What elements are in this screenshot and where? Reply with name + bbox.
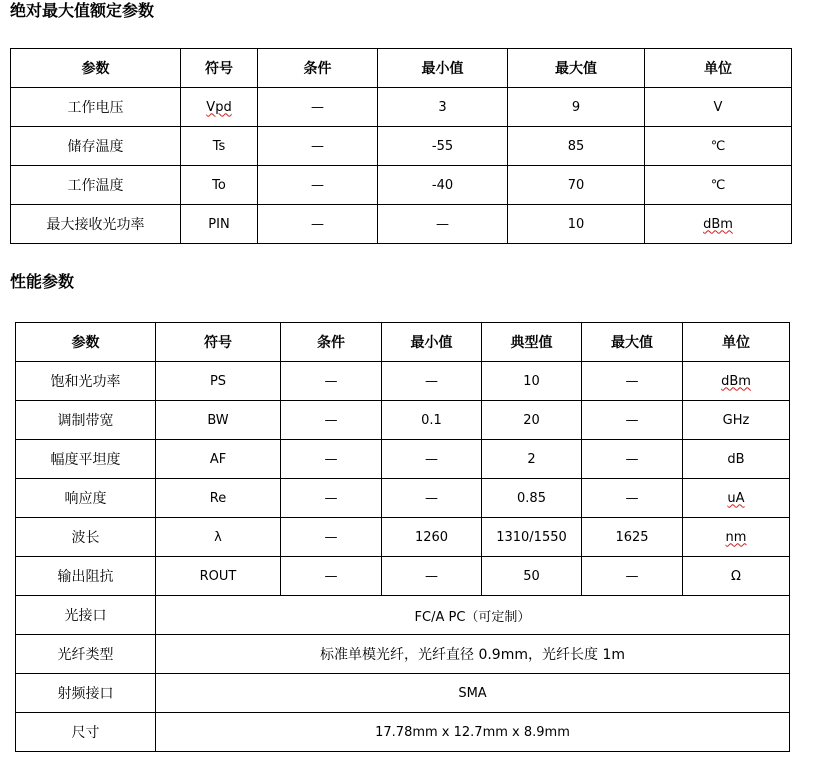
performance-cell-text: 幅度平坦度 <box>50 452 121 468</box>
absolute-max-cell-text: dBm <box>703 216 733 232</box>
performance-cell-text: — <box>625 490 639 506</box>
table-row <box>11 88 792 127</box>
performance-cell <box>482 557 582 596</box>
performance-cell <box>482 440 582 479</box>
performance-cell-text: — <box>324 373 338 389</box>
performance-cell <box>683 479 790 518</box>
performance-cell <box>582 401 683 440</box>
performance-header-cell: 最大值 <box>582 323 683 362</box>
performance-cell-text: ROUT <box>199 568 237 584</box>
performance-cell-text: — <box>425 490 438 506</box>
performance-cell-text: — <box>324 529 338 545</box>
absolute-max-cell-text: 85 <box>567 138 585 154</box>
absolute-max-cell <box>181 127 258 166</box>
absolute-max-cell-text: -55 <box>431 138 454 154</box>
performance-cell <box>582 479 683 518</box>
absolute-max-cell <box>11 127 181 166</box>
absolute-max-table <box>10 48 792 244</box>
performance-cell <box>16 401 156 440</box>
absolute-max-cell <box>508 205 645 244</box>
absolute-max-cell-text: 工作电压 <box>67 100 124 116</box>
absolute-max-cell-text: 最大接收光功率 <box>46 217 145 233</box>
performance-merged-value: 标准单模光纤，光纤直径 0.9mm，光纤长度 1m <box>156 635 790 674</box>
performance-merged-label: 尺寸 <box>16 713 156 752</box>
performance-header-cell: 最小值 <box>382 323 482 362</box>
absolute-max-cell <box>508 166 645 205</box>
absolute-max-cell <box>11 166 181 205</box>
absolute-max-cell-text: 3 <box>438 99 447 115</box>
absolute-max-cell <box>645 88 792 127</box>
table-row <box>16 557 790 596</box>
performance-merged-label: 光纤类型 <box>16 635 156 674</box>
performance-cell-text: — <box>324 490 338 506</box>
performance-cell <box>16 479 156 518</box>
table-row <box>16 713 790 752</box>
absolute-max-cell <box>378 127 508 166</box>
performance-cell <box>281 479 382 518</box>
performance-cell-text: Ω <box>731 568 741 584</box>
performance-cell <box>382 401 482 440</box>
performance-merged-label: 射频接口 <box>16 674 156 713</box>
performance-merged-label: 光接口 <box>16 596 156 635</box>
performance-cell <box>156 401 281 440</box>
performance-cell <box>156 518 281 557</box>
absolute-max-cell <box>378 205 508 244</box>
table-row <box>16 674 790 713</box>
absolute-max-cell <box>508 127 645 166</box>
absolute-max-cell-text: -40 <box>431 177 454 193</box>
table-row <box>16 479 790 518</box>
absolute-max-cell <box>258 88 378 127</box>
performance-cell <box>683 440 790 479</box>
performance-cell <box>382 557 482 596</box>
performance-cell-text: λ <box>214 529 222 545</box>
performance-cell-text: — <box>425 568 438 584</box>
performance-cell <box>582 440 683 479</box>
absolute-max-table-body <box>11 49 792 244</box>
performance-cell-text: — <box>425 373 438 389</box>
absolute-max-header-cell: 最小值 <box>378 49 508 88</box>
absolute-max-cell-text: Ts <box>212 138 226 154</box>
performance-cell-text: 调制带宽 <box>57 413 114 429</box>
performance-cell-text: dB <box>727 451 745 467</box>
table-row <box>16 401 790 440</box>
performance-cell-text: BW <box>207 412 229 428</box>
absolute-max-cell <box>258 166 378 205</box>
absolute-max-cell <box>645 205 792 244</box>
absolute-max-header-cell: 单位 <box>645 49 792 88</box>
absolute-max-cell-text: ℃ <box>710 138 726 154</box>
table-row <box>16 635 790 674</box>
performance-cell-text: 1310/1550 <box>496 529 567 545</box>
absolute-max-cell <box>11 205 181 244</box>
performance-cell <box>281 518 382 557</box>
performance-cell-text: 波长 <box>71 530 100 546</box>
absolute-max-cell-text: ℃ <box>710 177 726 193</box>
absolute-max-cell <box>11 88 181 127</box>
performance-cell-text: 1260 <box>414 529 449 545</box>
absolute-max-cell <box>258 127 378 166</box>
table-row <box>11 127 792 166</box>
table-row <box>16 518 790 557</box>
performance-cell <box>281 401 382 440</box>
absolute-max-cell <box>508 88 645 127</box>
performance-table-body <box>16 323 790 752</box>
absolute-max-cell <box>181 205 258 244</box>
absolute-max-cell-text: — <box>311 99 324 115</box>
performance-cell-text: GHz <box>722 412 750 428</box>
performance-cell <box>482 479 582 518</box>
performance-cell-text: 0.1 <box>421 412 442 428</box>
absolute-max-cell-text: 9 <box>571 99 581 115</box>
performance-cell <box>16 518 156 557</box>
performance-table <box>15 322 790 752</box>
performance-header-cell: 单位 <box>683 323 790 362</box>
performance-cell <box>156 440 281 479</box>
absolute-max-cell <box>378 166 508 205</box>
performance-cell-text: — <box>625 568 639 584</box>
performance-cell <box>683 557 790 596</box>
performance-header-row <box>16 323 790 362</box>
absolute-max-cell <box>181 166 258 205</box>
absolute-max-cell-text: 工作温度 <box>67 178 124 194</box>
performance-cell-text: uA <box>727 490 745 506</box>
performance-cell <box>482 362 582 401</box>
performance-cell <box>281 440 382 479</box>
performance-cell-text: Re <box>209 490 227 506</box>
performance-cell-text: 饱和光功率 <box>50 374 121 390</box>
performance-cell-text: 2 <box>527 451 536 467</box>
performance-header-cell: 条件 <box>281 323 382 362</box>
section-title-absolute-max: 绝对最大值额定参数 <box>10 1 155 20</box>
absolute-max-header-cell: 符号 <box>181 49 258 88</box>
absolute-max-cell <box>181 88 258 127</box>
absolute-max-cell-text: 储存温度 <box>67 139 124 155</box>
performance-cell-text: — <box>625 451 639 467</box>
absolute-max-cell <box>645 127 792 166</box>
performance-cell <box>156 557 281 596</box>
absolute-max-cell-text: V <box>713 99 723 115</box>
performance-cell <box>582 557 683 596</box>
performance-header-cell: 典型值 <box>482 323 582 362</box>
performance-cell <box>16 440 156 479</box>
performance-cell-text: 50 <box>523 568 540 584</box>
performance-cell-text: — <box>324 412 338 428</box>
performance-cell-text: AF <box>209 451 227 467</box>
performance-cell-text: 10 <box>523 373 540 389</box>
performance-cell-text: 响应度 <box>64 491 107 507</box>
performance-cell <box>482 401 582 440</box>
performance-cell-text: — <box>324 568 338 584</box>
performance-cell-text: dBm <box>721 373 751 389</box>
performance-cell <box>281 557 382 596</box>
table-row <box>11 205 792 244</box>
absolute-max-cell-text: — <box>311 177 324 193</box>
performance-cell <box>16 362 156 401</box>
performance-header-cell: 参数 <box>16 323 156 362</box>
performance-cell <box>382 518 482 557</box>
absolute-max-cell-text: 10 <box>567 216 585 232</box>
performance-cell <box>156 479 281 518</box>
absolute-max-header-cell: 参数 <box>11 49 181 88</box>
absolute-max-cell <box>645 166 792 205</box>
absolute-max-header-cell: 最大值 <box>508 49 645 88</box>
absolute-max-cell <box>258 205 378 244</box>
performance-cell-text: PS <box>209 373 227 389</box>
performance-cell-text: 0.85 <box>517 490 546 506</box>
absolute-max-header-cell: 条件 <box>258 49 378 88</box>
performance-cell-text: 20 <box>523 412 540 428</box>
absolute-max-header-row <box>11 49 792 88</box>
absolute-max-cell-text: — <box>311 216 324 232</box>
table-row <box>16 362 790 401</box>
performance-cell-text: — <box>625 373 639 389</box>
performance-cell <box>683 518 790 557</box>
absolute-max-cell-text: PIN <box>208 216 230 232</box>
performance-cell-text: — <box>324 451 338 467</box>
performance-cell <box>156 362 281 401</box>
performance-cell <box>582 518 683 557</box>
absolute-max-cell-text: — <box>311 138 324 154</box>
absolute-max-cell <box>378 88 508 127</box>
performance-header-cell: 符号 <box>156 323 281 362</box>
absolute-max-cell-text: Vpd <box>206 99 232 115</box>
performance-cell-text: — <box>625 412 639 428</box>
performance-cell-text: 输出阻抗 <box>57 569 114 585</box>
table-row <box>16 596 790 635</box>
performance-merged-value: FC/A PC（可定制） <box>156 596 790 635</box>
performance-cell <box>683 401 790 440</box>
absolute-max-cell-text: To <box>212 177 226 193</box>
absolute-max-cell-text: — <box>436 216 449 232</box>
performance-cell <box>382 362 482 401</box>
performance-cell-text: — <box>425 451 438 467</box>
performance-cell <box>281 362 382 401</box>
section-title-performance: 性能参数 <box>10 272 75 291</box>
performance-cell <box>382 440 482 479</box>
performance-cell-text: 1625 <box>615 529 649 545</box>
performance-merged-value: 17.78mm x 12.7mm x 8.9mm <box>156 713 790 752</box>
performance-cell <box>683 362 790 401</box>
performance-cell <box>382 479 482 518</box>
absolute-max-cell-text: 70 <box>567 177 585 193</box>
performance-cell <box>16 557 156 596</box>
performance-merged-value: SMA <box>156 674 790 713</box>
performance-cell <box>482 518 582 557</box>
performance-cell-text: nm <box>725 529 747 545</box>
performance-cell <box>582 362 683 401</box>
table-row <box>16 440 790 479</box>
table-row <box>11 166 792 205</box>
